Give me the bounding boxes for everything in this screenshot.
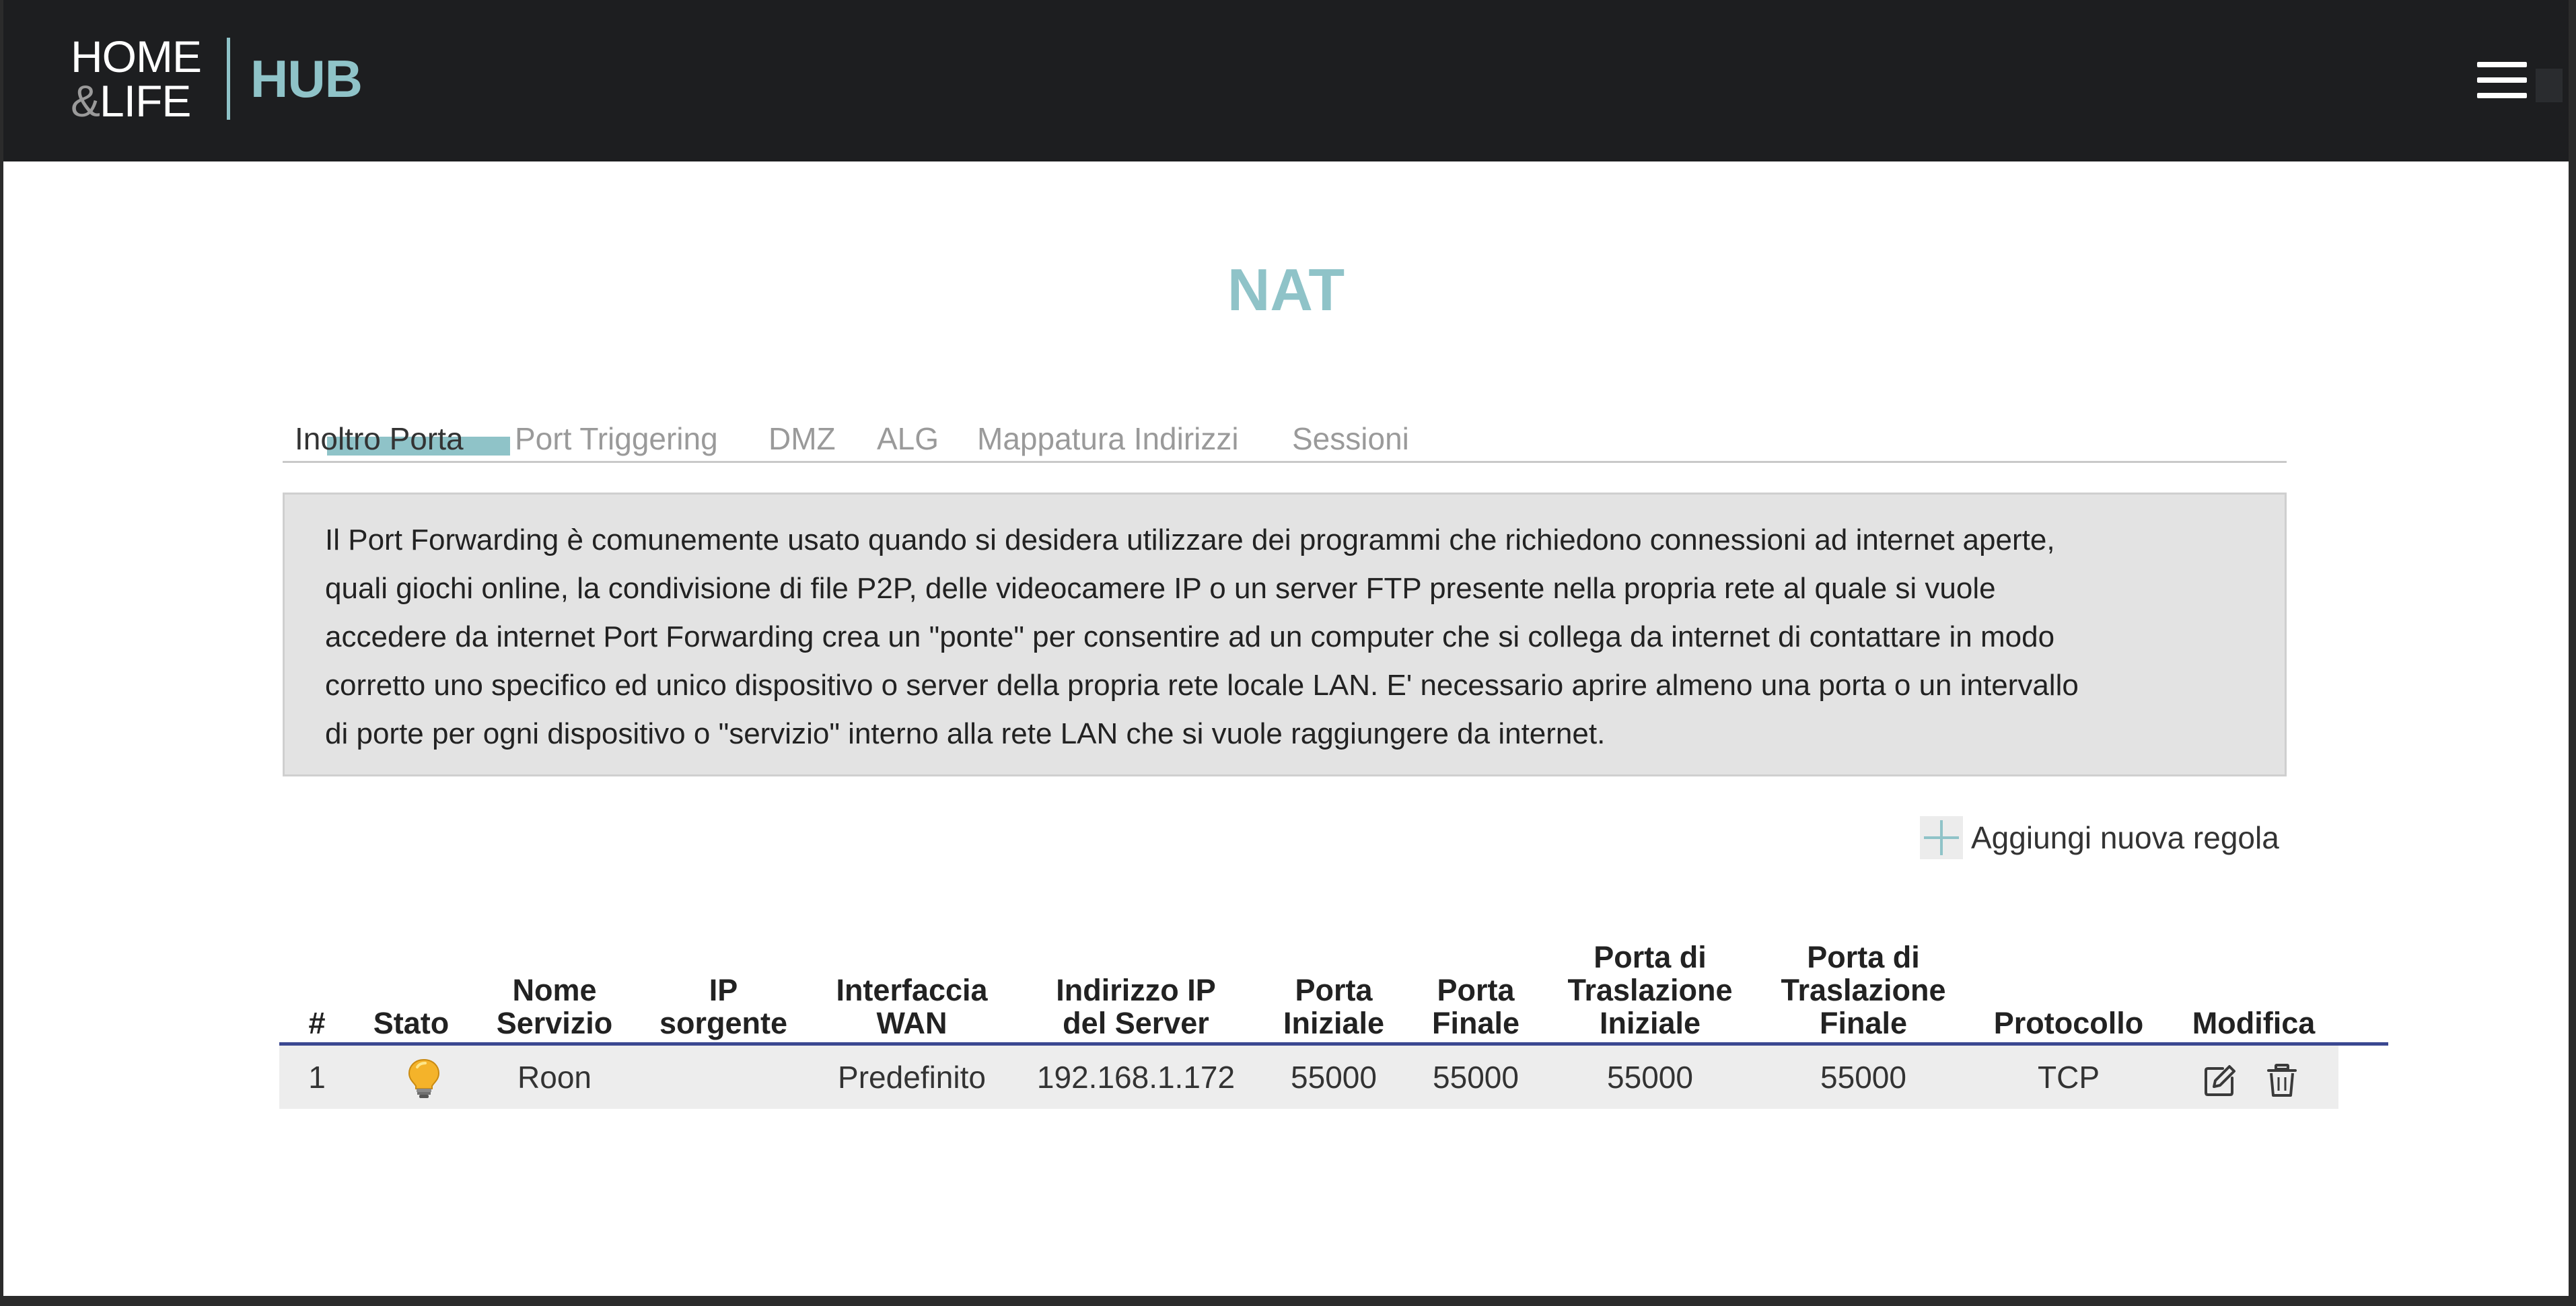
- tab-port-triggering[interactable]: [515, 421, 718, 457]
- tab-alg[interactable]: [877, 421, 939, 457]
- page-title: NAT: [1227, 256, 1345, 323]
- window-edge-handle: [2536, 69, 2563, 102]
- cell-trans-end-port: 55000: [1820, 1060, 1906, 1095]
- logo-ampersand: &: [71, 76, 100, 126]
- tab-label: ALG: [877, 421, 939, 456]
- add-rule-label: Aggiungi nuova regola: [1971, 820, 2279, 855]
- cell-start-port: 55000: [1291, 1060, 1377, 1095]
- tab-label: Port Triggering: [515, 421, 718, 456]
- tab-label: Inoltro Porta: [295, 421, 464, 456]
- column-header-status: [373, 1007, 450, 1040]
- lightbulb-icon[interactable]: [406, 1058, 441, 1099]
- header-line: Porta di: [1807, 940, 1920, 974]
- header-line: #: [308, 1006, 326, 1040]
- hamburger-menu-icon[interactable]: [2477, 62, 2527, 98]
- header-line: Finale: [1819, 1006, 1908, 1040]
- header-line: Traslazione: [1781, 973, 1946, 1007]
- logo-life-word: LIFE: [100, 76, 191, 126]
- header-line: Iniziale: [1283, 1006, 1385, 1040]
- info-text-line: di porte per ogni dispositivo o "servizio" interno alla rete LAN che si vuole raggiungere da internet.: [325, 717, 1606, 750]
- main-content: [3, 161, 2569, 1296]
- header-line: Modifica: [2192, 1006, 2316, 1040]
- header-line: Traslazione: [1567, 973, 1733, 1007]
- menu-line: [2477, 93, 2527, 98]
- column-header-edit: [2192, 1007, 2316, 1040]
- trash-icon[interactable]: [2264, 1063, 2299, 1098]
- column-header-trans-end-port: [1781, 941, 1945, 1040]
- column-header-source-ip: [659, 974, 787, 1040]
- header-line: Interfaccia: [836, 973, 988, 1007]
- header-line: Nome: [512, 973, 597, 1007]
- tab-label: Mappatura Indirizzi: [977, 421, 1239, 456]
- brand-logo[interactable]: [71, 32, 362, 126]
- table-header: [279, 760, 2388, 1039]
- info-text-line: quali giochi online, la condivisione di file P2P, delle videocamere IP o un server FTP presente nella propria rete al quale si vuole: [325, 572, 1996, 605]
- logo-life-text: [71, 76, 201, 126]
- column-header-start-port: [1283, 974, 1384, 1040]
- header-line: Porta: [1295, 973, 1373, 1007]
- top-bar: [3, 0, 2569, 161]
- tab-mappatura-indirizzi[interactable]: [977, 421, 1239, 457]
- header-line: Finale: [1431, 1006, 1520, 1040]
- cell-end-port: 55000: [1433, 1060, 1519, 1095]
- info-text-line: Il Port Forwarding è comunemente usato quando si desidera utilizzare dei programmi che richiedono connessioni ad internet aperte,: [325, 523, 2055, 556]
- column-header-end-port: [1432, 974, 1519, 1040]
- tab-dmz[interactable]: [768, 421, 836, 457]
- logo-divider: [227, 38, 230, 120]
- logo-hub-text: HUB: [250, 48, 362, 108]
- menu-line: [2477, 62, 2527, 67]
- header-line: Stato: [373, 1006, 450, 1040]
- header-line: Porta di: [1594, 940, 1707, 974]
- column-header-index: [308, 1007, 325, 1040]
- column-header-service-name: [497, 974, 613, 1040]
- cell-wan-interface: Predefinito: [838, 1060, 986, 1095]
- header-line: WAN: [876, 1006, 947, 1040]
- info-text-line: accedere da internet Port Forwarding crea un "ponte" per consentire ad un computer che si collega da internet di contattare in modo: [325, 620, 2055, 653]
- header-line: Servizio: [496, 1006, 613, 1040]
- cell-service-name: Roon: [517, 1060, 592, 1095]
- column-header-protocol: [1994, 1007, 2144, 1040]
- tab-label: Sessioni: [1292, 421, 1409, 456]
- header-line: del Server: [1063, 1006, 1209, 1040]
- menu-line: [2477, 77, 2527, 83]
- logo-wordmark: [71, 32, 201, 126]
- header-line: IP: [709, 973, 738, 1007]
- tab-label: DMZ: [768, 421, 836, 456]
- header-line: Indirizzo IP: [1056, 973, 1216, 1007]
- table-row: [279, 1046, 2338, 1109]
- cell-trans-start-port: 55000: [1607, 1060, 1693, 1095]
- tab-inoltro-porta[interactable]: [295, 421, 464, 457]
- cell-index: 1: [308, 1060, 326, 1095]
- header-line: sorgente: [659, 1006, 788, 1040]
- info-panel: [283, 493, 2287, 776]
- cell-protocol: TCP: [2038, 1060, 2100, 1095]
- header-line: Porta: [1437, 973, 1515, 1007]
- logo-home-text: HOME: [71, 32, 201, 81]
- header-line: Iniziale: [1599, 1006, 1701, 1040]
- tab-sessioni[interactable]: [1292, 421, 1409, 457]
- info-text-line: corretto uno specifico ed unico dispositivo o server della propria rete locale LAN. E' necessario aprire almeno una porta o un intervallo: [325, 669, 2079, 702]
- tab-bar: [283, 421, 2287, 463]
- column-header-server-ip: [1056, 974, 1216, 1040]
- cell-server-ip: 192.168.1.172: [1036, 1060, 1236, 1095]
- header-line: Protocollo: [1993, 1006, 2144, 1040]
- column-header-trans-start-port: [1567, 941, 1732, 1040]
- edit-icon[interactable]: [2203, 1063, 2238, 1098]
- column-header-wan-interface: [836, 974, 987, 1040]
